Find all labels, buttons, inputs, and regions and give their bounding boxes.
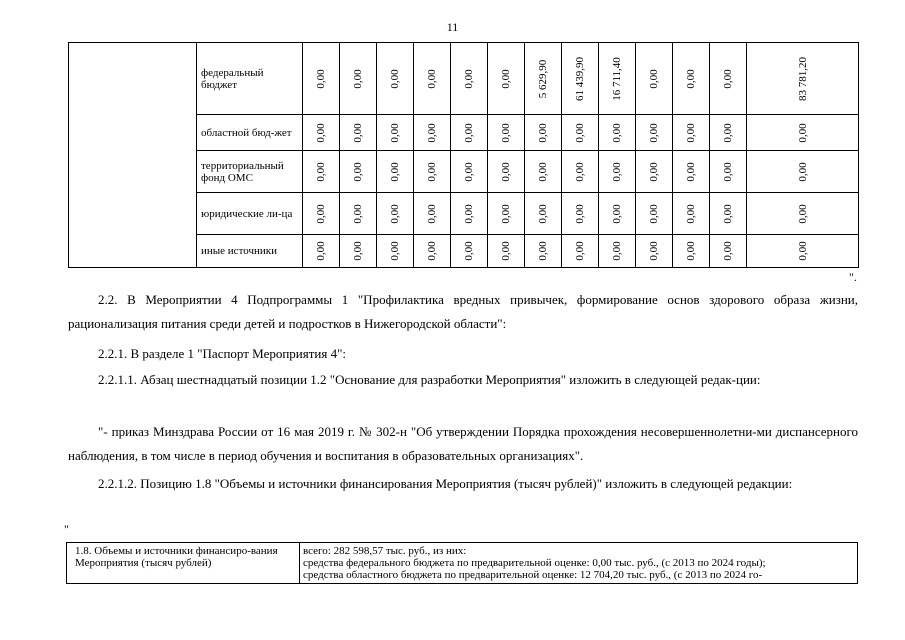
value-cell — [525, 43, 562, 115]
value-cell — [303, 193, 340, 235]
value-cell — [488, 235, 525, 268]
value-cell — [451, 43, 488, 115]
value-cell — [525, 235, 562, 268]
value-text: 0,00 — [500, 68, 512, 89]
value-text: 0,00 — [389, 161, 401, 182]
value-text: 0,00 — [648, 68, 660, 89]
paragraph-2-2-1-2: 2.2.1.2. Позицию 1.8 "Объемы и источники финансирования Мероприятия (тысяч рублей)" изложить в следующей редакции: — [98, 476, 793, 491]
value-text: 83 781,20 — [796, 56, 809, 101]
value-text: 0,00 — [500, 161, 512, 182]
value-text: 0,00 — [389, 122, 401, 143]
value-cell — [377, 193, 414, 235]
value-cell — [636, 235, 673, 268]
paragraph-2-2: 2.2. В Мероприятии 4 Подпрограммы 1 "Профилактика вредных привычек, формирование основ здорового образа жизни, рационализация питания среди детей и подростков в Нижегородской области": — [68, 292, 858, 331]
value-text: 0,00 — [463, 203, 475, 224]
value-cell — [340, 151, 377, 193]
value-cell — [451, 235, 488, 268]
merged-empty-cell — [69, 43, 197, 268]
value-cell — [488, 151, 525, 193]
value-text: 0,00 — [574, 122, 586, 143]
value-text: 0,00 — [352, 203, 364, 224]
value-text: 0,00 — [315, 203, 327, 224]
value-cell — [340, 193, 377, 235]
value-cell — [377, 151, 414, 193]
value-text: 0,00 — [500, 241, 512, 261]
value-cell — [636, 151, 673, 193]
value-text: 0,00 — [611, 203, 623, 224]
value-cell — [340, 235, 377, 268]
value-text: 0,00 — [463, 122, 475, 143]
value-text: 0,00 — [685, 68, 697, 89]
value-cell — [414, 43, 451, 115]
value-text: 0,00 — [315, 68, 327, 89]
value-cell — [747, 43, 859, 115]
source-cell: иные источники — [197, 235, 303, 268]
value-cell — [303, 235, 340, 268]
value-text: 0,00 — [537, 203, 549, 224]
value-cell — [414, 151, 451, 193]
value-cell — [599, 43, 636, 115]
value-cell — [562, 43, 599, 115]
value-cell — [636, 193, 673, 235]
value-text: 0,00 — [722, 241, 734, 261]
value-text: 0,00 — [796, 161, 809, 182]
value-cell — [599, 193, 636, 235]
value-cell — [710, 151, 747, 193]
value-text: 0,00 — [722, 68, 734, 89]
value-cell — [525, 115, 562, 151]
value-cell — [562, 115, 599, 151]
value-text: 0,00 — [500, 122, 512, 143]
value-text: 0,00 — [352, 122, 364, 143]
value-text: 0,00 — [611, 161, 623, 182]
passport-line-regional: средства областного бюджета по предварительной оценке: 12 704,20 тыс. руб., (с 2013 по 2024 го- — [303, 569, 763, 581]
value-cell — [599, 235, 636, 268]
value-cell — [710, 43, 747, 115]
value-text: 0,00 — [685, 203, 697, 224]
value-text: 0,00 — [463, 241, 475, 261]
value-text: 0,00 — [685, 122, 697, 143]
value-text: 0,00 — [315, 241, 327, 261]
value-cell — [710, 115, 747, 151]
value-text: 0,00 — [796, 203, 809, 224]
value-cell — [673, 43, 710, 115]
value-text: 0,00 — [648, 122, 660, 143]
value-cell — [303, 115, 340, 151]
value-cell — [451, 193, 488, 235]
quote-start-mark: " — [64, 522, 69, 536]
passport-row — [67, 543, 858, 584]
value-cell — [303, 151, 340, 193]
value-cell — [710, 235, 747, 268]
value-text: 0,00 — [574, 203, 586, 224]
source-cell: юридические ли-ца — [197, 193, 303, 235]
value-text: 0,00 — [537, 241, 549, 261]
value-text: 0,00 — [685, 241, 697, 261]
value-text: 16 711,40 — [611, 56, 623, 101]
value-cell — [451, 115, 488, 151]
value-cell — [747, 235, 859, 268]
value-cell — [525, 193, 562, 235]
value-cell — [340, 115, 377, 151]
passport-line-total: всего: 282 598,57 тыс. руб., из них: — [303, 545, 467, 557]
value-text: 0,00 — [315, 161, 327, 182]
value-cell — [673, 151, 710, 193]
value-text: 0,00 — [463, 161, 475, 182]
value-cell — [377, 43, 414, 115]
value-cell — [525, 151, 562, 193]
value-cell — [599, 115, 636, 151]
value-cell — [488, 43, 525, 115]
passport-line-federal: средства федерального бюджета по предварительной оценке: 0,00 тыс. руб., (с 2013 по 2024 годы); — [303, 557, 766, 569]
value-cell — [747, 193, 859, 235]
quote-end-mark: ". — [849, 270, 857, 284]
value-text: 0,00 — [574, 241, 586, 261]
value-text: 0,00 — [426, 68, 438, 89]
value-text: 0,00 — [389, 68, 401, 89]
value-text: 0,00 — [389, 203, 401, 224]
passport-content — [300, 543, 858, 584]
value-cell — [377, 115, 414, 151]
paragraph-2-2-1-1: 2.2.1.1. Абзац шестнадцатый позиции 1.2 "Основание для разработки Мероприятия" изложить в следующей редак-ции: — [98, 372, 761, 387]
value-text: 0,00 — [648, 161, 660, 182]
value-text: 0,00 — [463, 68, 475, 89]
source-cell: территориальный фонд ОМС — [197, 151, 303, 193]
value-text: 0,00 — [426, 203, 438, 224]
value-cell — [747, 115, 859, 151]
value-text: 0,00 — [537, 122, 549, 143]
value-text: 0,00 — [426, 161, 438, 182]
value-cell — [599, 151, 636, 193]
value-text: 0,00 — [722, 122, 734, 143]
value-cell — [414, 193, 451, 235]
value-text: 0,00 — [389, 241, 401, 261]
value-text: 0,00 — [648, 203, 660, 224]
value-text: 0,00 — [352, 161, 364, 182]
value-text: 5 629,90 — [537, 59, 549, 98]
value-cell — [636, 115, 673, 151]
value-cell — [673, 115, 710, 151]
source-cell: областной бюд-жет — [197, 115, 303, 151]
value-text: 0,00 — [426, 241, 438, 261]
paragraph-2-2-1: 2.2.1. В разделе 1 "Паспорт Мероприятия 4": — [98, 346, 347, 361]
value-cell — [636, 43, 673, 115]
value-text: 0,00 — [611, 122, 623, 143]
page-number: 11 — [446, 20, 459, 34]
value-cell — [562, 193, 599, 235]
value-text: 0,00 — [352, 68, 364, 89]
table-row — [69, 43, 859, 115]
value-text: 0,00 — [537, 161, 549, 182]
value-text: 0,00 — [611, 241, 623, 261]
value-cell — [451, 151, 488, 193]
value-cell — [340, 43, 377, 115]
value-cell — [488, 193, 525, 235]
value-text: 0,00 — [352, 241, 364, 261]
passport-table — [66, 542, 858, 584]
financing-table — [68, 42, 859, 268]
value-cell — [747, 151, 859, 193]
value-cell — [673, 193, 710, 235]
source-cell: федеральный бюджет — [197, 43, 303, 115]
value-text: 0,00 — [722, 203, 734, 224]
passport-label: 1.8. Объемы и источники финансиро-вания Мероприятия (тысяч рублей) — [67, 543, 300, 584]
value-text: 61 439,90 — [574, 56, 586, 101]
value-text: 0,00 — [574, 161, 586, 182]
paragraph-order-quote: "- приказ Минздрава России от 16 мая 2019 г. № 302-н "Об утверждении Порядка прохождения несовершеннолетни-ми диспансерного наблюдения, в том числе в период обучения и воспитания в образовательных организациях". — [68, 424, 858, 463]
value-text: 0,00 — [426, 122, 438, 143]
value-text: 0,00 — [685, 161, 697, 182]
value-cell — [488, 115, 525, 151]
value-text: 0,00 — [648, 241, 660, 261]
value-cell — [303, 43, 340, 115]
value-text: 0,00 — [315, 122, 327, 143]
value-cell — [414, 235, 451, 268]
value-text: 0,00 — [796, 122, 809, 143]
value-cell — [377, 235, 414, 268]
value-cell — [673, 235, 710, 268]
value-cell — [562, 151, 599, 193]
value-text: 0,00 — [796, 241, 809, 261]
value-text: 0,00 — [500, 203, 512, 224]
value-cell — [562, 235, 599, 268]
value-cell — [710, 193, 747, 235]
value-cell — [414, 115, 451, 151]
value-text: 0,00 — [722, 161, 734, 182]
